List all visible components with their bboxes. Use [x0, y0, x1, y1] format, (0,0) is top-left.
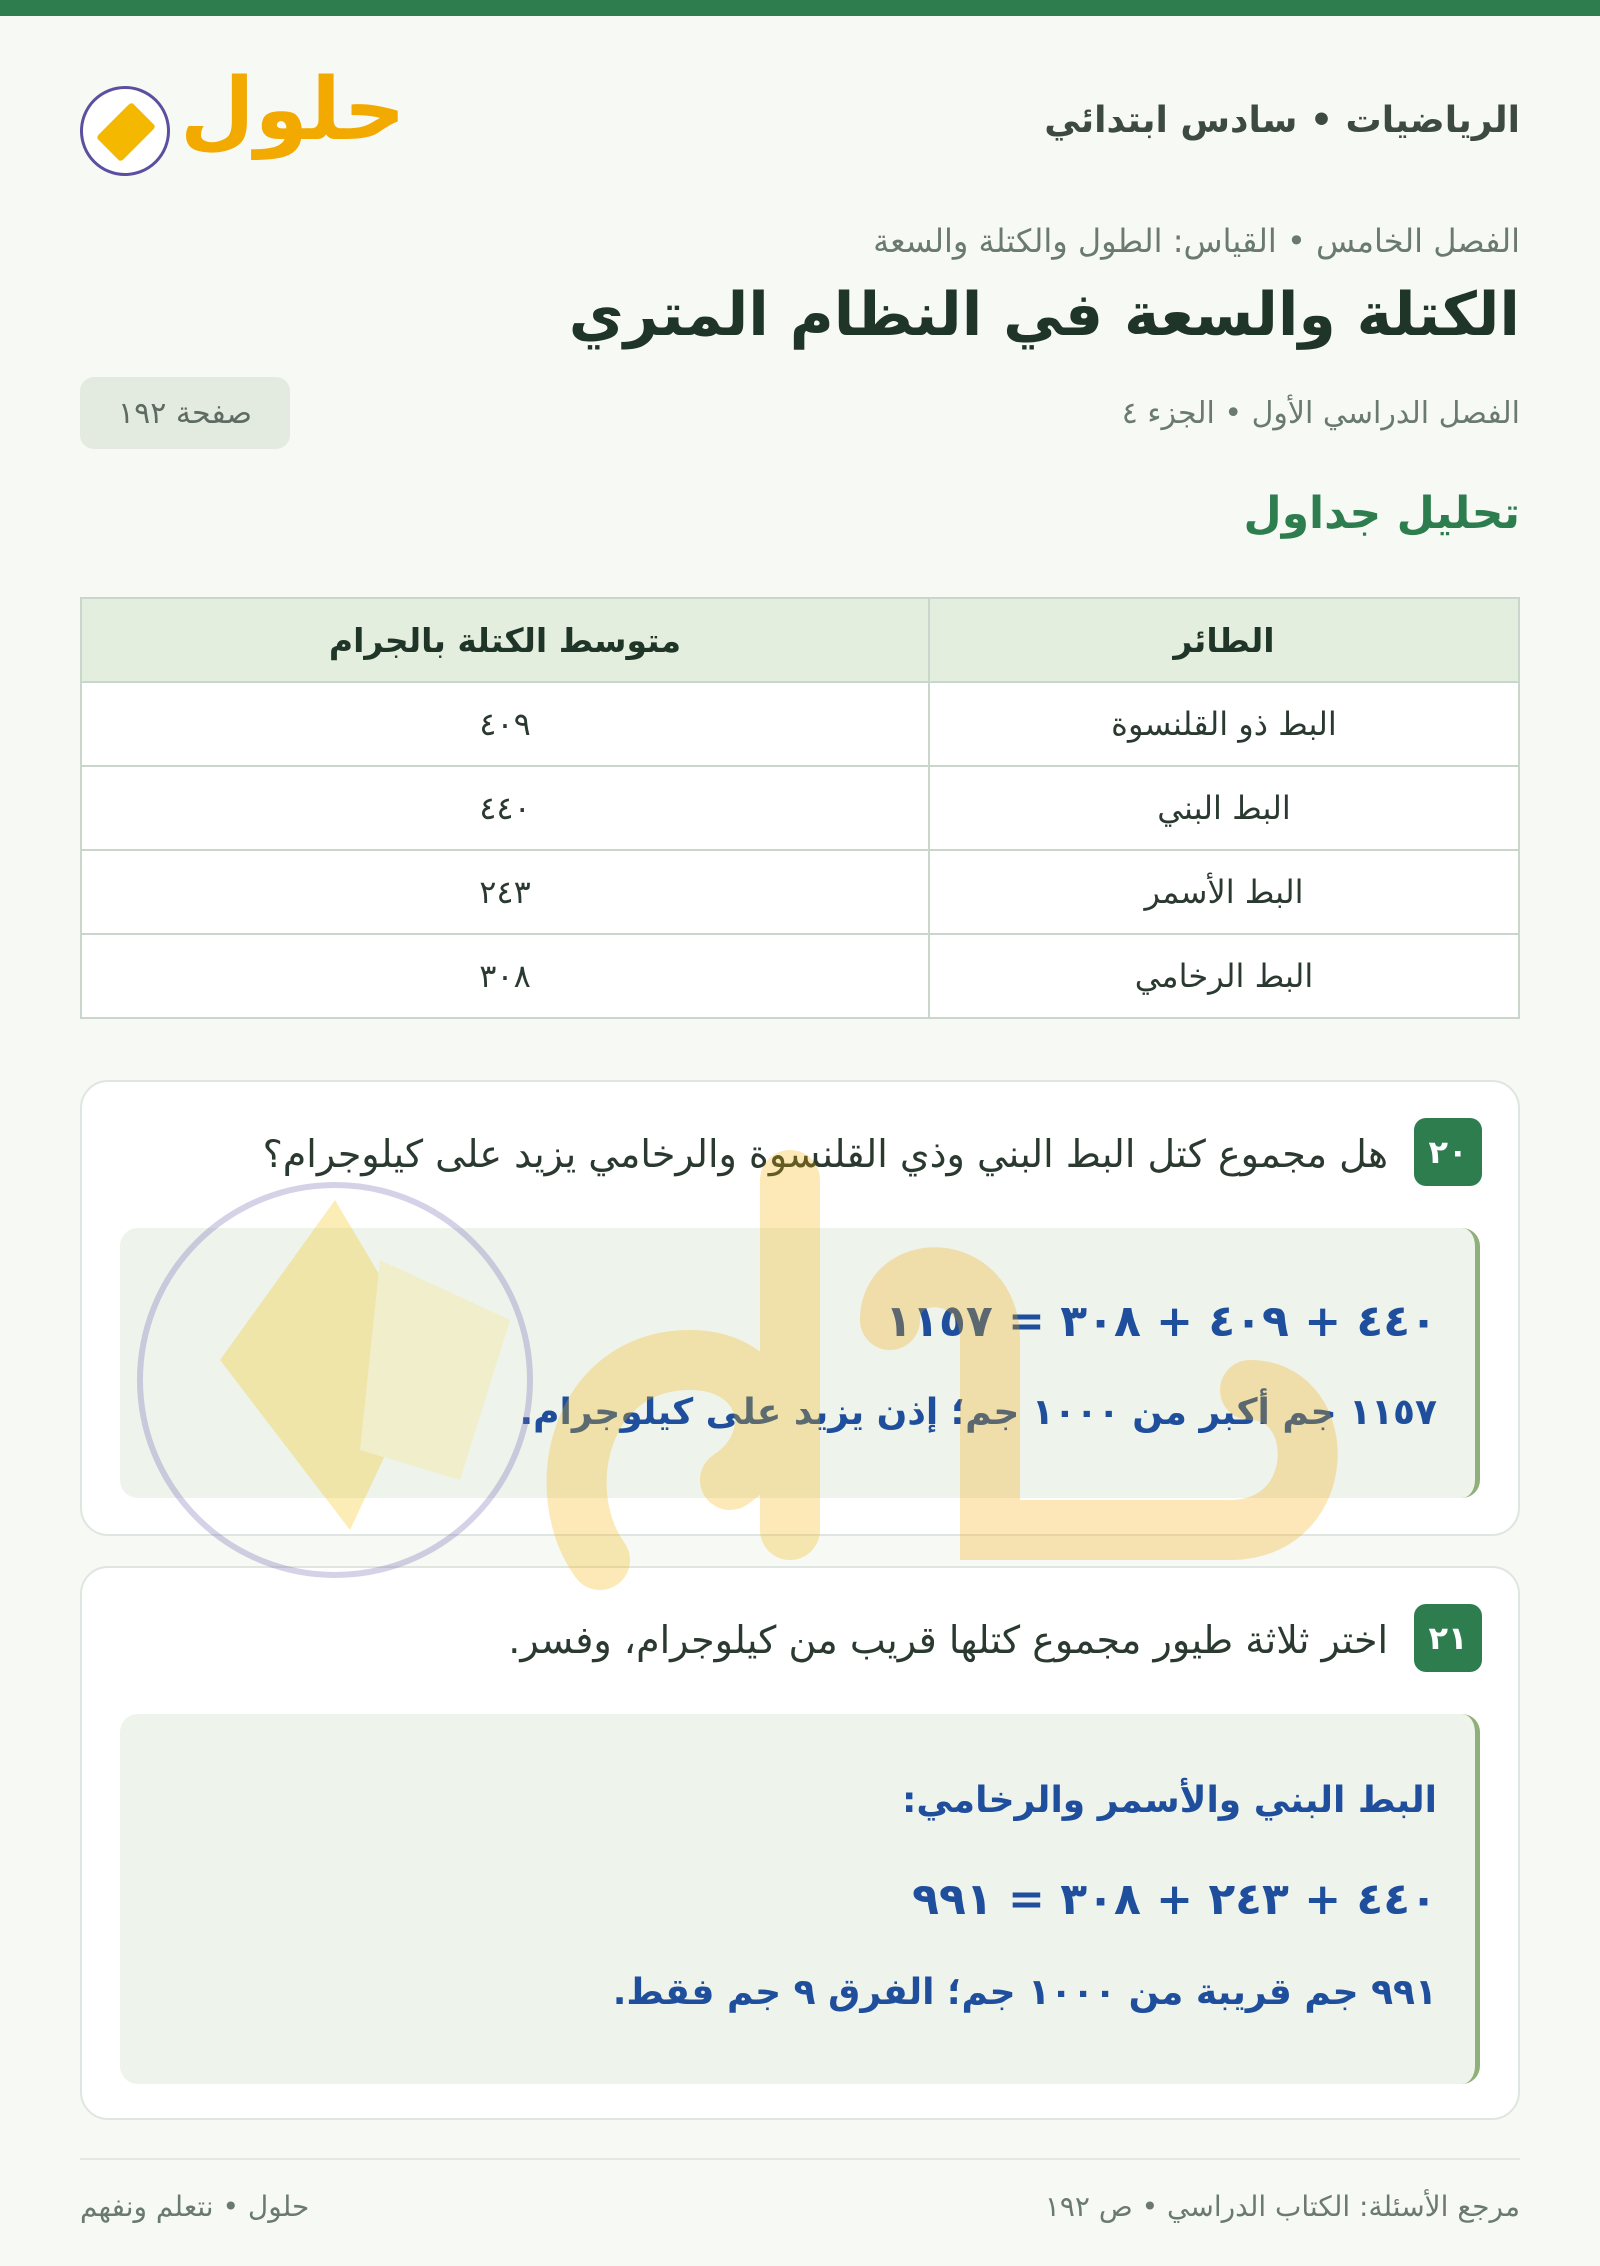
column-header-bird: الطائر [929, 598, 1519, 682]
answer-box [120, 1228, 1480, 1498]
logo-seal-icon [80, 86, 170, 176]
table-header-row [81, 598, 1519, 682]
top-accent-bar [0, 0, 1600, 16]
site-logo[interactable] [80, 60, 406, 180]
column-header-mass: متوسط الكتلة بالجرام [81, 598, 929, 682]
footer-divider [80, 2158, 1520, 2160]
page-number-badge: صفحة ١٩٢ [80, 377, 290, 449]
answer-intro: البط البني والأسمر والرخامي: [901, 1780, 1437, 1821]
answer-explanation: ٩٩١ جم قريبة من ١٠٠٠ جم؛ الفرق ٩ جم فقط. [612, 1972, 1437, 2013]
footer-reference: مرجع الأسئلة: الكتاب الدراسي • ص ١٩٢ [1044, 2190, 1520, 2223]
bird-name-cell: البط ذو القلنسوة [929, 682, 1519, 766]
bird-mass-table [80, 597, 1520, 1019]
mass-cell: ٣٠٨ [81, 934, 929, 1018]
mass-cell: ٤٠٩ [81, 682, 929, 766]
answer-box [120, 1714, 1480, 2084]
bird-name-cell: البط البني [929, 766, 1519, 850]
table-row [81, 682, 1519, 766]
logo-text: حلول [180, 60, 406, 160]
answer-equation: ٤٤٠ + ٢٤٣ + ٣٠٨ = ٩٩١ [912, 1874, 1437, 1925]
subject-label: الرياضيات • سادس ابتدائي [1044, 100, 1520, 141]
question-card-21 [80, 1566, 1520, 2120]
question-number-badge: ٢٠ [1414, 1118, 1482, 1186]
table-row [81, 850, 1519, 934]
question-number-badge: ٢١ [1414, 1604, 1482, 1672]
lesson-meta: الفصل الدراسي الأول • الجزء ٤ [1121, 396, 1520, 431]
answer-explanation: ١١٥٧ جم أكبر من ١٠٠٠ جم؛ إذن يزيد على كيلوجرام. [519, 1392, 1437, 1433]
answer-equation: ٤٤٠ + ٤٠٩ + ٣٠٨ = ١١٥٧ [885, 1296, 1437, 1347]
mass-cell: ٢٤٣ [81, 850, 929, 934]
table-row [81, 766, 1519, 850]
question-card-20 [80, 1080, 1520, 1536]
breadcrumb: الفصل الخامس • القياس: الطول والكتلة والسعة [873, 222, 1520, 260]
footer-brand: حلول • نتعلم ونفهم [80, 2190, 310, 2223]
bird-name-cell: البط الرخامي [929, 934, 1519, 1018]
question-text: هل مجموع كتل البط البني وذي القلنسوة والرخامي يزيد على كيلوجرام؟ [262, 1132, 1388, 1176]
page-title: الكتلة والسعة في النظام المتري [568, 280, 1520, 350]
table-row [81, 934, 1519, 1018]
question-text: اختر ثلاثة طيور مجموع كتلها قريب من كيلوجرام، وفسر. [508, 1618, 1388, 1662]
page-header [80, 60, 1520, 180]
mass-cell: ٤٤٠ [81, 766, 929, 850]
bird-name-cell: البط الأسمر [929, 850, 1519, 934]
section-title: تحليل جداول [1243, 488, 1520, 539]
